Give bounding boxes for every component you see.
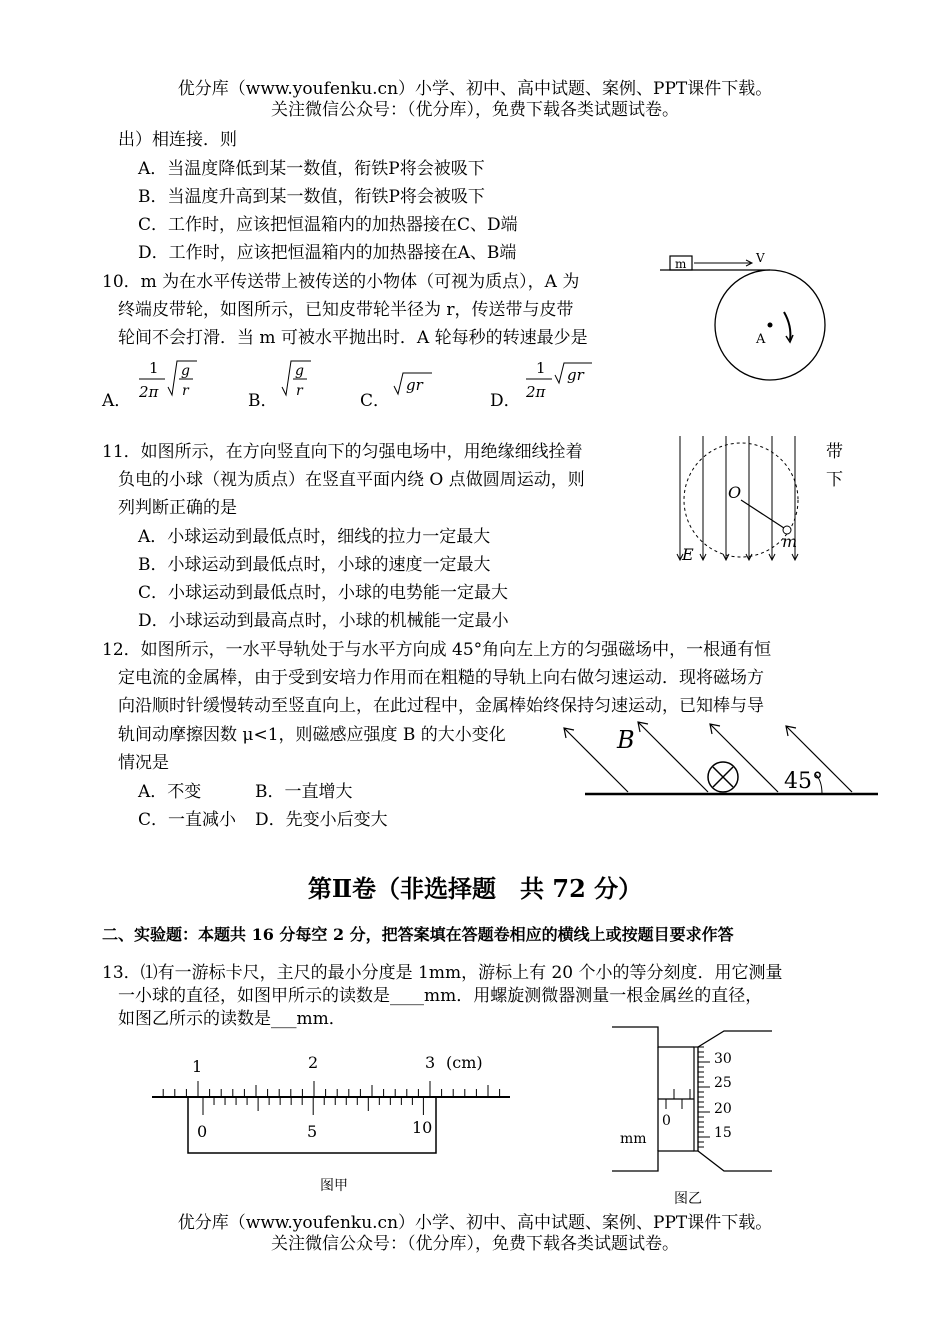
q10-formula-d — [522, 355, 597, 407]
velocity-label: V — [756, 251, 765, 265]
q11-line-3: 列判断正确的是 — [118, 498, 237, 518]
pulley-label: A — [756, 332, 766, 347]
angle-label: 45° — [784, 769, 823, 794]
header-line-1: 优分库（www.youfenku.cn）小学、初中、高中试题、案例、PPT课件下载。 — [177, 79, 773, 99]
formula-a-denominator: 2π — [139, 383, 159, 401]
q11-field-figure — [670, 432, 820, 567]
formula-b-r: r — [296, 383, 303, 399]
section-2-title: 第Ⅱ卷（非选择题 共 72 分） — [307, 874, 643, 903]
q12-field-figure — [560, 722, 880, 802]
q10-line-3: 轮间不会打滑．当 m 可被水平抛出时．A 轮每秒的转速最少是 — [118, 328, 588, 348]
rotation-arrow — [784, 312, 790, 340]
q10-formula-c — [392, 370, 442, 400]
q10-pulley-figure — [660, 248, 840, 408]
formula-c-gr: gr — [406, 376, 423, 394]
q13-line-1: 13．⑴有一游标卡尺，主尺的最小分度是 1mm，游标上有 20 个小的等分刻度．用它测量 — [102, 963, 783, 983]
q11-side-char-1: 带 — [826, 442, 843, 462]
vernier-label-5: 5 — [307, 1122, 318, 1141]
formula-b-g: g — [295, 363, 304, 379]
unit-label: (cm) — [446, 1053, 483, 1072]
q12-line-1: 12．如图所示，一水平导轨处于与水平方向成 45°角向左上方的匀强磁场中，一根通有恒 — [102, 640, 772, 660]
q12-line-2: 定电流的金属棒，由于受到安培力作用而在粗糙的导轨上向右做匀速运动．现将磁场方 — [118, 668, 764, 688]
q9-option-c: C．工作时，应该把恒温箱内的加热器接在C、D端 — [138, 215, 518, 235]
thimble-label-20: 20 — [714, 1101, 732, 1117]
sleeve-zero-label: 0 — [662, 1113, 671, 1129]
mm-label: mm — [620, 1131, 647, 1147]
q11-line-2: 负电的小球（视为质点）在竖直平面内绕 O 点做圆周运动，则 — [118, 470, 585, 490]
formula-d-gr: gr — [567, 366, 584, 384]
ball-m-label: m — [782, 532, 798, 551]
q13-line-2: 一小球的直径，如图甲所示的读数是____mm．用螺旋测微器测量一根金属丝的直径， — [118, 986, 763, 1006]
formula-a-numerator: 1 — [149, 359, 159, 377]
main-label-1: 1 — [192, 1057, 203, 1076]
section-2-heading: 二、实验题：本题共 16 分每空 2 分，把答案填在答题卷相应的横线上或按题目要求作答 — [102, 925, 734, 944]
q11-line-1: 11．如图所示，在方向竖直向下的匀强电场中，用绝缘细线拴着 — [102, 442, 583, 462]
micrometer-caption: 图乙 — [674, 1191, 702, 1207]
q11-option-c: C．小球运动到最低点时，小球的电势能一定最大 — [138, 583, 509, 603]
q10-label-a: A． — [102, 391, 132, 411]
q10-formula-a — [135, 355, 205, 407]
main-label-2: 2 — [308, 1053, 319, 1072]
formula-a-g: g — [181, 363, 190, 379]
footer-line-1: 优分库（www.youfenku.cn）小学、初中、高中试题、案例、PPT课件下载。 — [177, 1213, 773, 1233]
q11-side-char-2: 下 — [826, 470, 843, 490]
q11-option-a: A．小球运动到最低点时，细线的拉力一定最大 — [138, 527, 491, 547]
thimble-label-25: 25 — [714, 1075, 732, 1091]
q12-line-3: 向沿顺时针缓慢转动至竖直向上，在此过程中，金属棒始终保持匀速运动，已知棒与导 — [118, 696, 764, 716]
q12-option-b: B．一直增大 — [255, 782, 353, 802]
footer-line-2: 关注微信公众号：（优分库），免费下载各类试题试卷。 — [271, 1234, 679, 1254]
pulley-center — [768, 323, 773, 328]
micrometer-figure — [606, 1025, 786, 1205]
q9-option-b: B．当温度升高到某一数值，衔铁P将会被吸下 — [138, 187, 485, 207]
caliper-caption: 图甲 — [320, 1178, 348, 1194]
q9-option-d: D．工作时，应该把恒温箱内的加热器接在A、B端 — [138, 243, 517, 263]
q12-line-5: 情况是 — [118, 753, 169, 773]
q13-line-3: 如图乙所示的读数是___mm． — [118, 1009, 346, 1029]
header-line-2: 关注微信公众号：（优分库），免费下载各类试题试卷。 — [271, 100, 679, 120]
q10-label-c: C． — [360, 391, 391, 411]
formula-a-r: r — [182, 383, 189, 399]
q11-option-b: B．小球运动到最低点时，小球的速度一定最大 — [138, 555, 491, 575]
center-o-label: O — [728, 483, 742, 502]
q12-option-a: A．不变 — [138, 782, 202, 802]
thimble-label-30: 30 — [714, 1051, 732, 1067]
q10-label-d: D． — [490, 391, 521, 411]
vernier-label-0: 0 — [197, 1122, 208, 1141]
thimble-label-15: 15 — [714, 1125, 732, 1141]
field-e-label: E — [682, 545, 694, 564]
q10-label-b: B． — [248, 391, 278, 411]
q12-option-d: D．先变小后变大 — [255, 810, 388, 830]
q12-option-c: C．一直减小 — [138, 810, 237, 830]
q12-line-4: 轨间动摩擦因数 μ<1，则磁感应强度 B 的大小变化 — [118, 725, 506, 745]
formula-d-numerator: 1 — [536, 359, 546, 377]
vernier-label-10: 10 — [412, 1118, 433, 1137]
q9-continuation: 出）相连接．则 — [118, 130, 237, 150]
q10-line-2: 终端皮带轮，如图所示，已知皮带轮半径为 r，传送带与皮带 — [118, 300, 574, 320]
q10-line-1: 10．m 为在水平传送带上被传送的小物体（可视为质点），A 为 — [102, 272, 580, 292]
string — [741, 500, 787, 530]
vernier-caliper-figure — [150, 1045, 520, 1205]
block-m-label: m — [675, 257, 687, 271]
q10-formula-b — [280, 355, 320, 407]
q9-option-a: A．当温度降低到某一数值，衔铁P将会被吸下 — [138, 159, 485, 179]
formula-d-denominator: 2π — [526, 383, 546, 401]
main-label-3: 3 — [425, 1053, 436, 1072]
q11-option-d: D．小球运动到最高点时，小球的机械能一定最小 — [138, 611, 509, 631]
b-label: B — [617, 726, 635, 754]
